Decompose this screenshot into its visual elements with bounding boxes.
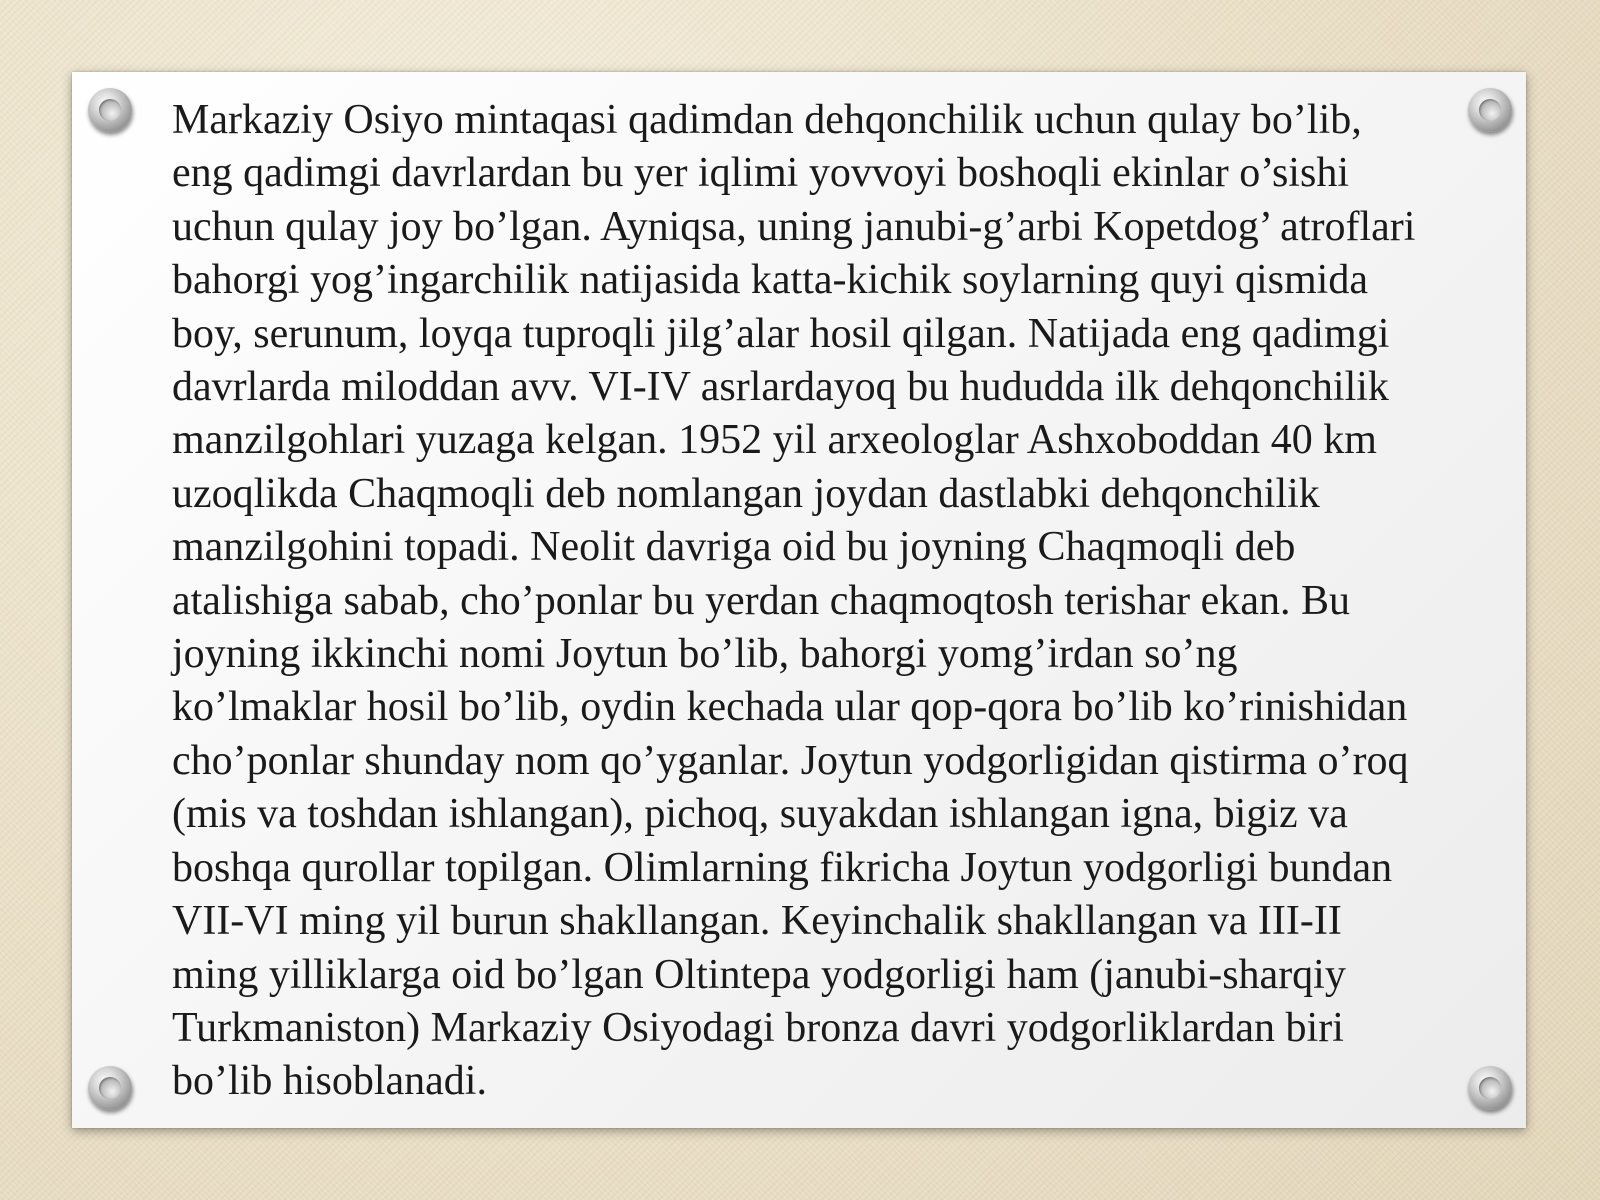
slide-body-text: Markaziy Osiyo mintaqasi qadimdan dehqonchilik uchun qulay bo’lib, eng qadimgi davrlardan bu yer iqlimi yovvoyi boshoqli ekinlar o’sishi uchun qulay joy bo’lgan. Ayniqsa, uning janubi-g’arbi Kopetdog’ atroflari bahorgi yog’ingarchilik natijasida katta-kichik soylarning quyi qismida boy, serunum, loyqa tuproqli jilg’alar hosil qilgan. Natijada eng qadimgi davrlarda miloddan avv. VI-IV asrlardayoq bu hududda ilk dehqonchilik manzilgohlari yuzaga kelgan. 1952 yil arxeologlar Ashxoboddan 40 km uzoqlikda Chaqmoqli deb nomlangan joydan dastlabki dehqonchilik manzilgohini topadi. Neolit davriga oid bu joyning Chaqmoqli deb atalishiga sabab, cho’ponlar bu yerdan chaqmoqtosh terishar ekan. Bu joyning ikkinchi nomi Joytun bo’lib, bahorgi yomg’irdan so’ng ko’lmaklar hosil bo’lib, oydin kechada ular qop-qora bo’lib ko’rinishidan cho’ponlar shunday nom qo’yganlar. Joytun yodgorligidan qistirma o’roq (mis va toshdan ishlangan), pichoq, suyakdan ishlangan igna, bigiz va boshqa qurollar topilgan. Olimlarning fikricha Joytun yodgorligi bundan VII-VI ming yil burun shakllangan. Keyinchalik shakllangan va III-II ming yilliklarga oid bo’lgan Oltintepa yodgorligi ham (janubi-sharqiy Turkmaniston) Markaziy Osiyodagi bronza davri yodgorliklardan biri bo’lib hisoblanadi. [172,97,1416,1105]
bolt-icon [88,88,132,132]
bolt-icon [1468,1066,1512,1110]
metal-plaque [72,72,1526,1128]
bolt-icon [88,1066,132,1110]
bolt-icon [1468,88,1512,132]
